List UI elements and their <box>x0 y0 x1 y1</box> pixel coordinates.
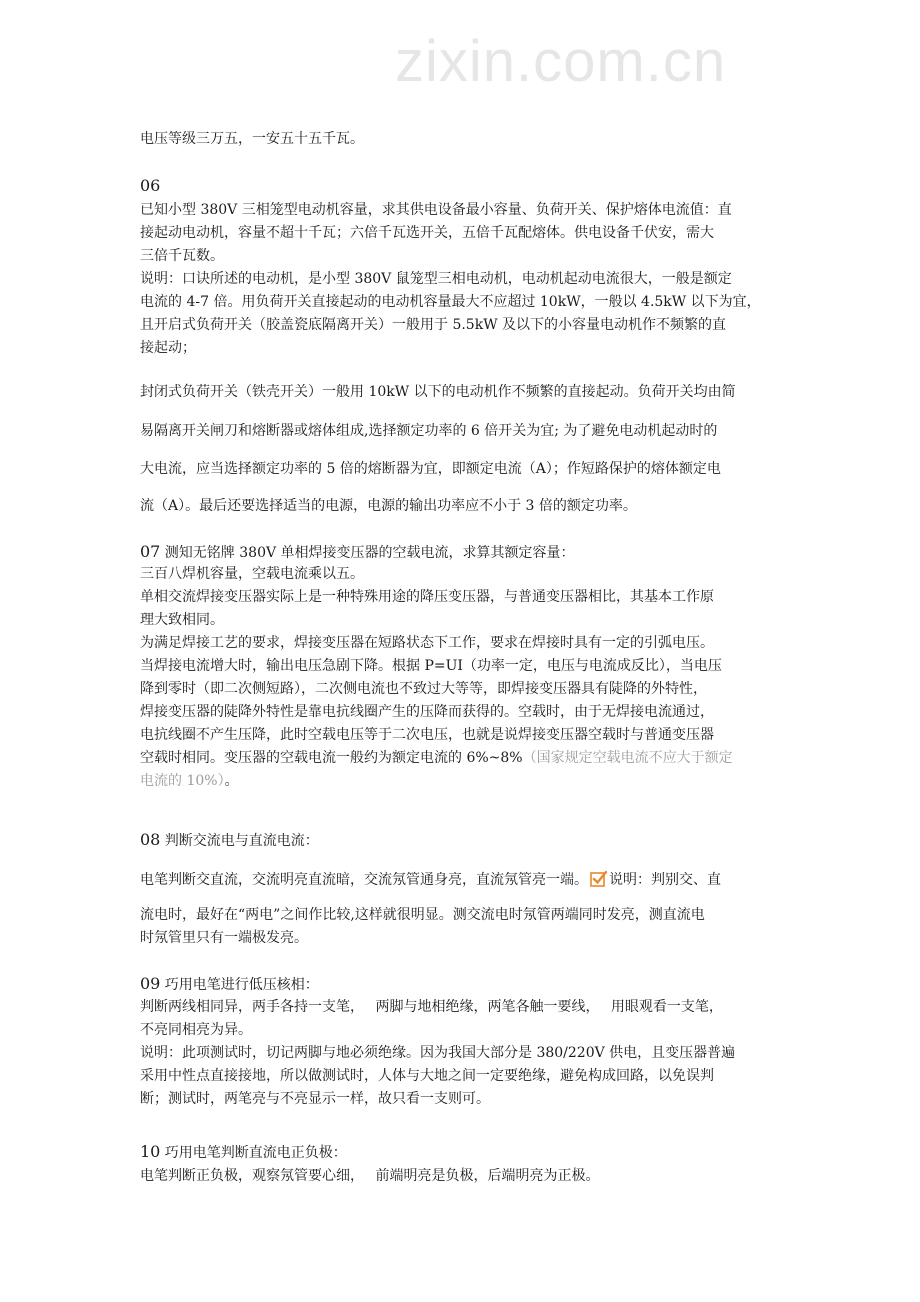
text-line: 焊接变压器的陡降外特性是靠电抗线圈产生的压降而获得的。空载时，由于无焊接电流通过， <box>140 704 714 720</box>
gray-note: 电流的 10%） <box>140 773 225 789</box>
text-line: 三百八焊机容量，空载电流乘以五。 <box>140 566 364 582</box>
text-line: 断；测试时，两笔亮与不亮显示一样，故只看一支则可。 <box>140 1091 490 1107</box>
gray-note: （国家规定空载电流不应大于额定 <box>522 750 733 766</box>
section-07-body <box>140 563 792 793</box>
text-line: 易隔离开关闸刀和熔断器或熔体组成,选择额定功率的 6 倍开关为宜; 为了避免电动机起动时的 <box>140 423 718 439</box>
section-09-body <box>140 996 792 1111</box>
section-10-heading <box>140 1142 347 1162</box>
intro-line: 电压等级三万五，一安五十五千瓦。 <box>140 131 364 147</box>
text-line: 采用中性点直接接地，所以做测试时，人体与大地之间一定要绝缘，避免构成回路，以免误判 <box>140 1068 714 1084</box>
section-number: 09 <box>140 974 161 993</box>
section-07-heading <box>140 542 575 562</box>
text-line: 不亮同相亮为异。 <box>140 1022 252 1038</box>
text-line: 电流的 4-7 倍。用负荷开关直接起动的电动机容量最大不应超过 10kW，一般以 4.5kW 以下为宜， <box>140 294 761 310</box>
text-line: 大电流，应当选择额定功率的 5 倍的熔断器为宜，即额定电流（A）；作短路保护的熔体额定电 <box>140 461 721 477</box>
text-span: 说明：判别交、直 <box>609 872 721 888</box>
section-08-heading <box>140 830 319 850</box>
checkbox-checked-icon <box>590 870 607 887</box>
text-line: 理大致相同。 <box>140 612 224 628</box>
text-line: 三倍千瓦数。 <box>140 248 224 264</box>
text-line: 封闭式负荷开关（铁壳开关）一般用 10kW 以下的电动机作不频繁的直接起动。负荷开关均由简 <box>140 384 736 400</box>
text-line: 降到零时（即二次侧短路），二次侧电流也不致过大等等，即焊接变压器具有陡降的外特性， <box>140 681 707 697</box>
section-title: 判断交流电与直流电流： <box>160 833 319 849</box>
section-number: 08 <box>140 830 161 849</box>
text-line: 接起动电动机，容量不超十千瓦；六倍千瓦选开关，五倍千瓦配熔体。供电设备千伏安，需大 <box>140 225 714 241</box>
text-line <box>140 747 792 770</box>
section-title: 巧用电笔进行低压核相： <box>160 977 319 993</box>
text-line: 已知小型 380V 三相笼型电动机容量，求其供电设备最小容量、负荷开关、保护熔体电流值：直 <box>140 202 732 218</box>
text-line: 说明：口诀所述的电动机，是小型 380V 鼠笼型三相电动机，电动机起动电流很大，一般是额定 <box>140 271 732 287</box>
text-line: 当焊接电流增大时，输出电压急剧下降。根据 P=UI（功率一定，电压与电流成反比），当电压 <box>140 658 722 674</box>
section-06-heading <box>140 176 160 195</box>
text-line: 单相交流焊接变压器实际上是一种特殊用途的降压变压器，与普通变压器相比，其基本工作原 <box>140 589 714 605</box>
section-number: 07 <box>140 542 161 561</box>
text-line: 判断两线相同异，两手各持一支笔， 两脚与地相绝缘，两笔各触一要线， 用眼观看一支笔， <box>140 999 723 1015</box>
section-08-body <box>140 904 792 950</box>
section-title: 测知无铭牌 380V 单相焊接变压器的空载电流，求算其额定容量： <box>160 545 575 561</box>
text-span: 电笔判断交直流，交流明亮直流暗，交流氖管通身亮，直流氖管亮一端。 <box>140 872 588 888</box>
section-06-rhyme <box>140 199 792 360</box>
text-line: 接起动； <box>140 340 196 356</box>
text-line: 流电时，最好在“两电”之间作比较,这样就很明显。测交流电时氖管两端同时发亮，测直流电 <box>140 907 705 923</box>
text-line: 流（A）。最后还要选择适当的电源，电源的输出功率应不小于 3 倍的额定功率。 <box>140 498 637 514</box>
text-line: 电抗线圈不产生压降，此时空载电压等于二次电压，也就是说焊接变压器空载时与普通变压器 <box>140 727 714 743</box>
text-line: 且开启式负荷开关（胶盖瓷底隔离开关）一般用于 5.5kW 及以下的小容量电动机作不频繁的直 <box>140 317 727 333</box>
text-line <box>140 870 800 890</box>
text-line: 时氖管里只有一端极发亮。 <box>140 930 308 946</box>
watermark: zixin.com.cn <box>395 29 727 94</box>
text-line: 电笔判断正负极，观察氖管要心细， 前端明亮是负极，后端明亮为正极。 <box>140 1168 600 1184</box>
section-number: 10 <box>140 1142 161 1161</box>
section-number: 06 <box>140 176 161 195</box>
text-line <box>140 770 792 793</box>
text-line: 为满足焊接工艺的要求，焊接变压器在短路状态下工作，要求在焊接时具有一定的引弧电压。 <box>140 635 714 651</box>
text-span: 。 <box>224 773 239 789</box>
section-09-heading <box>140 974 319 994</box>
text-line: 说明：此项测试时，切记两脚与地必须绝缘。因为我国大部分是 380/220V 供电，且变压器普遍 <box>140 1045 736 1061</box>
section-title: 巧用电笔判断直流电正负极： <box>160 1145 347 1161</box>
text-span: 空载时相同。变压器的空载电流一般约为额定电流的 6%~8% <box>140 750 523 766</box>
